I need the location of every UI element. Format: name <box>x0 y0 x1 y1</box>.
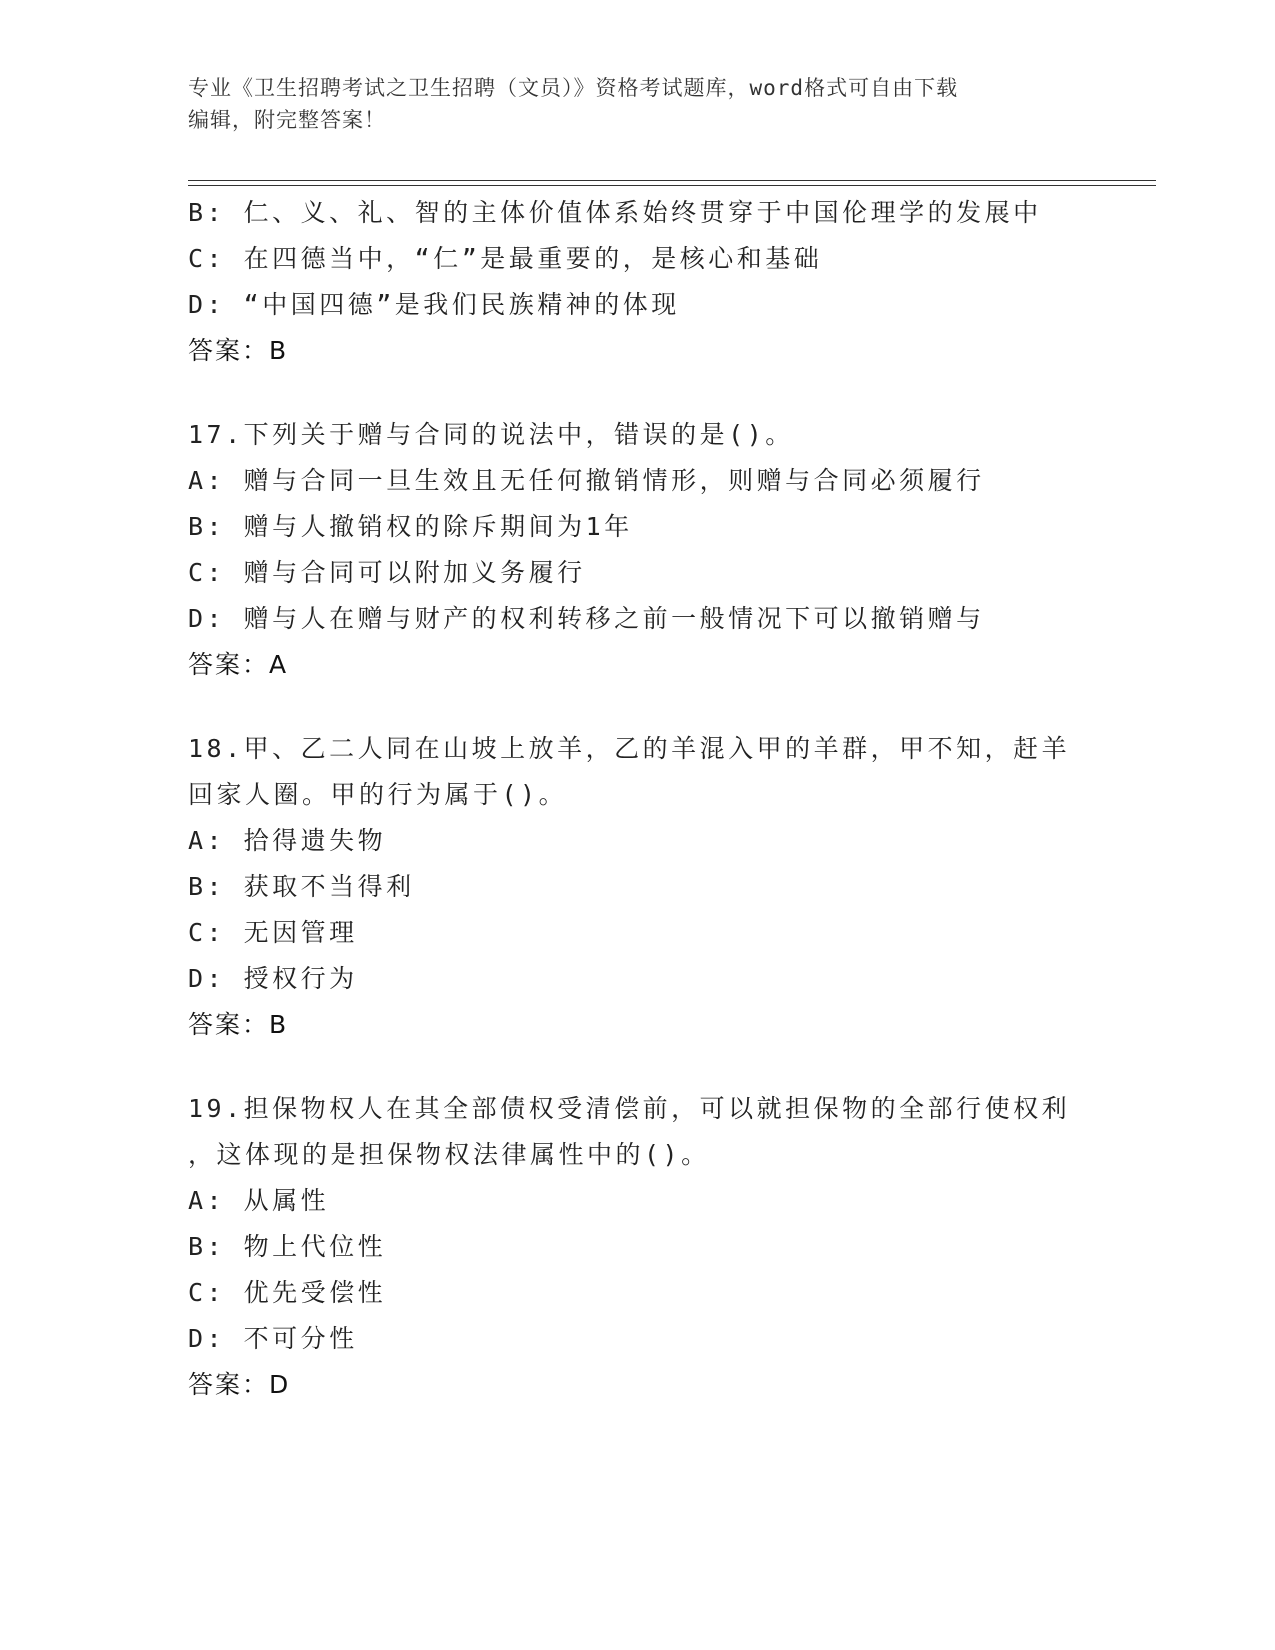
option-d: D: 授权行为 <box>188 964 358 993</box>
header-line-1: 专业《卫生招聘考试之卫生招聘（文员）》资格考试题库，word格式可自由下载 <box>188 76 959 100</box>
question-stem: 19.担保物权人在其全部债权受清偿前，可以就担保物的全部行使权利 <box>188 1094 1071 1123</box>
question-stem-continued: ，这体现的是担保物权法律属性中的()。 <box>188 1140 710 1169</box>
option-a: A: 从属性 <box>188 1186 330 1215</box>
option-b: B: 赠与人撤销权的除斥期间为1年 <box>188 512 633 541</box>
option-c: C: 无因管理 <box>188 918 358 947</box>
answer-line: 答案：B <box>188 336 289 365</box>
header-divider-top <box>188 180 1156 181</box>
page-header <box>188 72 1088 136</box>
header-line-2: 编辑，附完整答案！ <box>188 108 386 132</box>
question-stem: 18.甲、乙二人同在山坡上放羊，乙的羊混入甲的羊群，甲不知，赶羊 <box>188 734 1071 763</box>
question-stem: 17.下列关于赠与合同的说法中，错误的是()。 <box>188 420 794 449</box>
option-b: B: 获取不当得利 <box>188 872 415 901</box>
spacer <box>188 688 1088 726</box>
question-18 <box>188 726 1088 1048</box>
option-d: D: 不可分性 <box>188 1324 358 1353</box>
question-content <box>188 190 1088 1408</box>
option-d: D: 赠与人在赠与财产的权利转移之前一般情况下可以撤销赠与 <box>188 604 985 633</box>
option-a: A: 赠与合同一旦生效且无任何撤销情形，则赠与合同必须履行 <box>188 466 985 495</box>
spacer <box>188 374 1088 412</box>
header-divider-bottom <box>188 185 1156 186</box>
option-c: C: 赠与合同可以附加义务履行 <box>188 558 586 587</box>
option-c: C: 优先受偿性 <box>188 1278 387 1307</box>
spacer <box>188 1048 1088 1086</box>
question-19 <box>188 1086 1088 1408</box>
question-17 <box>188 412 1088 688</box>
option-c: C: 在四德当中，“仁”是最重要的，是核心和基础 <box>188 244 823 273</box>
option-d: D: “中国四德”是我们民族精神的体现 <box>188 290 680 319</box>
option-b: B: 仁、义、礼、智的主体价值体系始终贯穿于中国伦理学的发展中 <box>188 198 1042 227</box>
question-16-continued <box>188 190 1088 374</box>
answer-line: 答案：D <box>188 1370 291 1399</box>
option-b: B: 物上代位性 <box>188 1232 387 1261</box>
answer-line: 答案：A <box>188 650 289 679</box>
question-stem-continued: 回家人圈。甲的行为属于()。 <box>188 780 568 809</box>
option-a: A: 拾得遗失物 <box>188 826 387 855</box>
answer-line: 答案：B <box>188 1010 289 1039</box>
